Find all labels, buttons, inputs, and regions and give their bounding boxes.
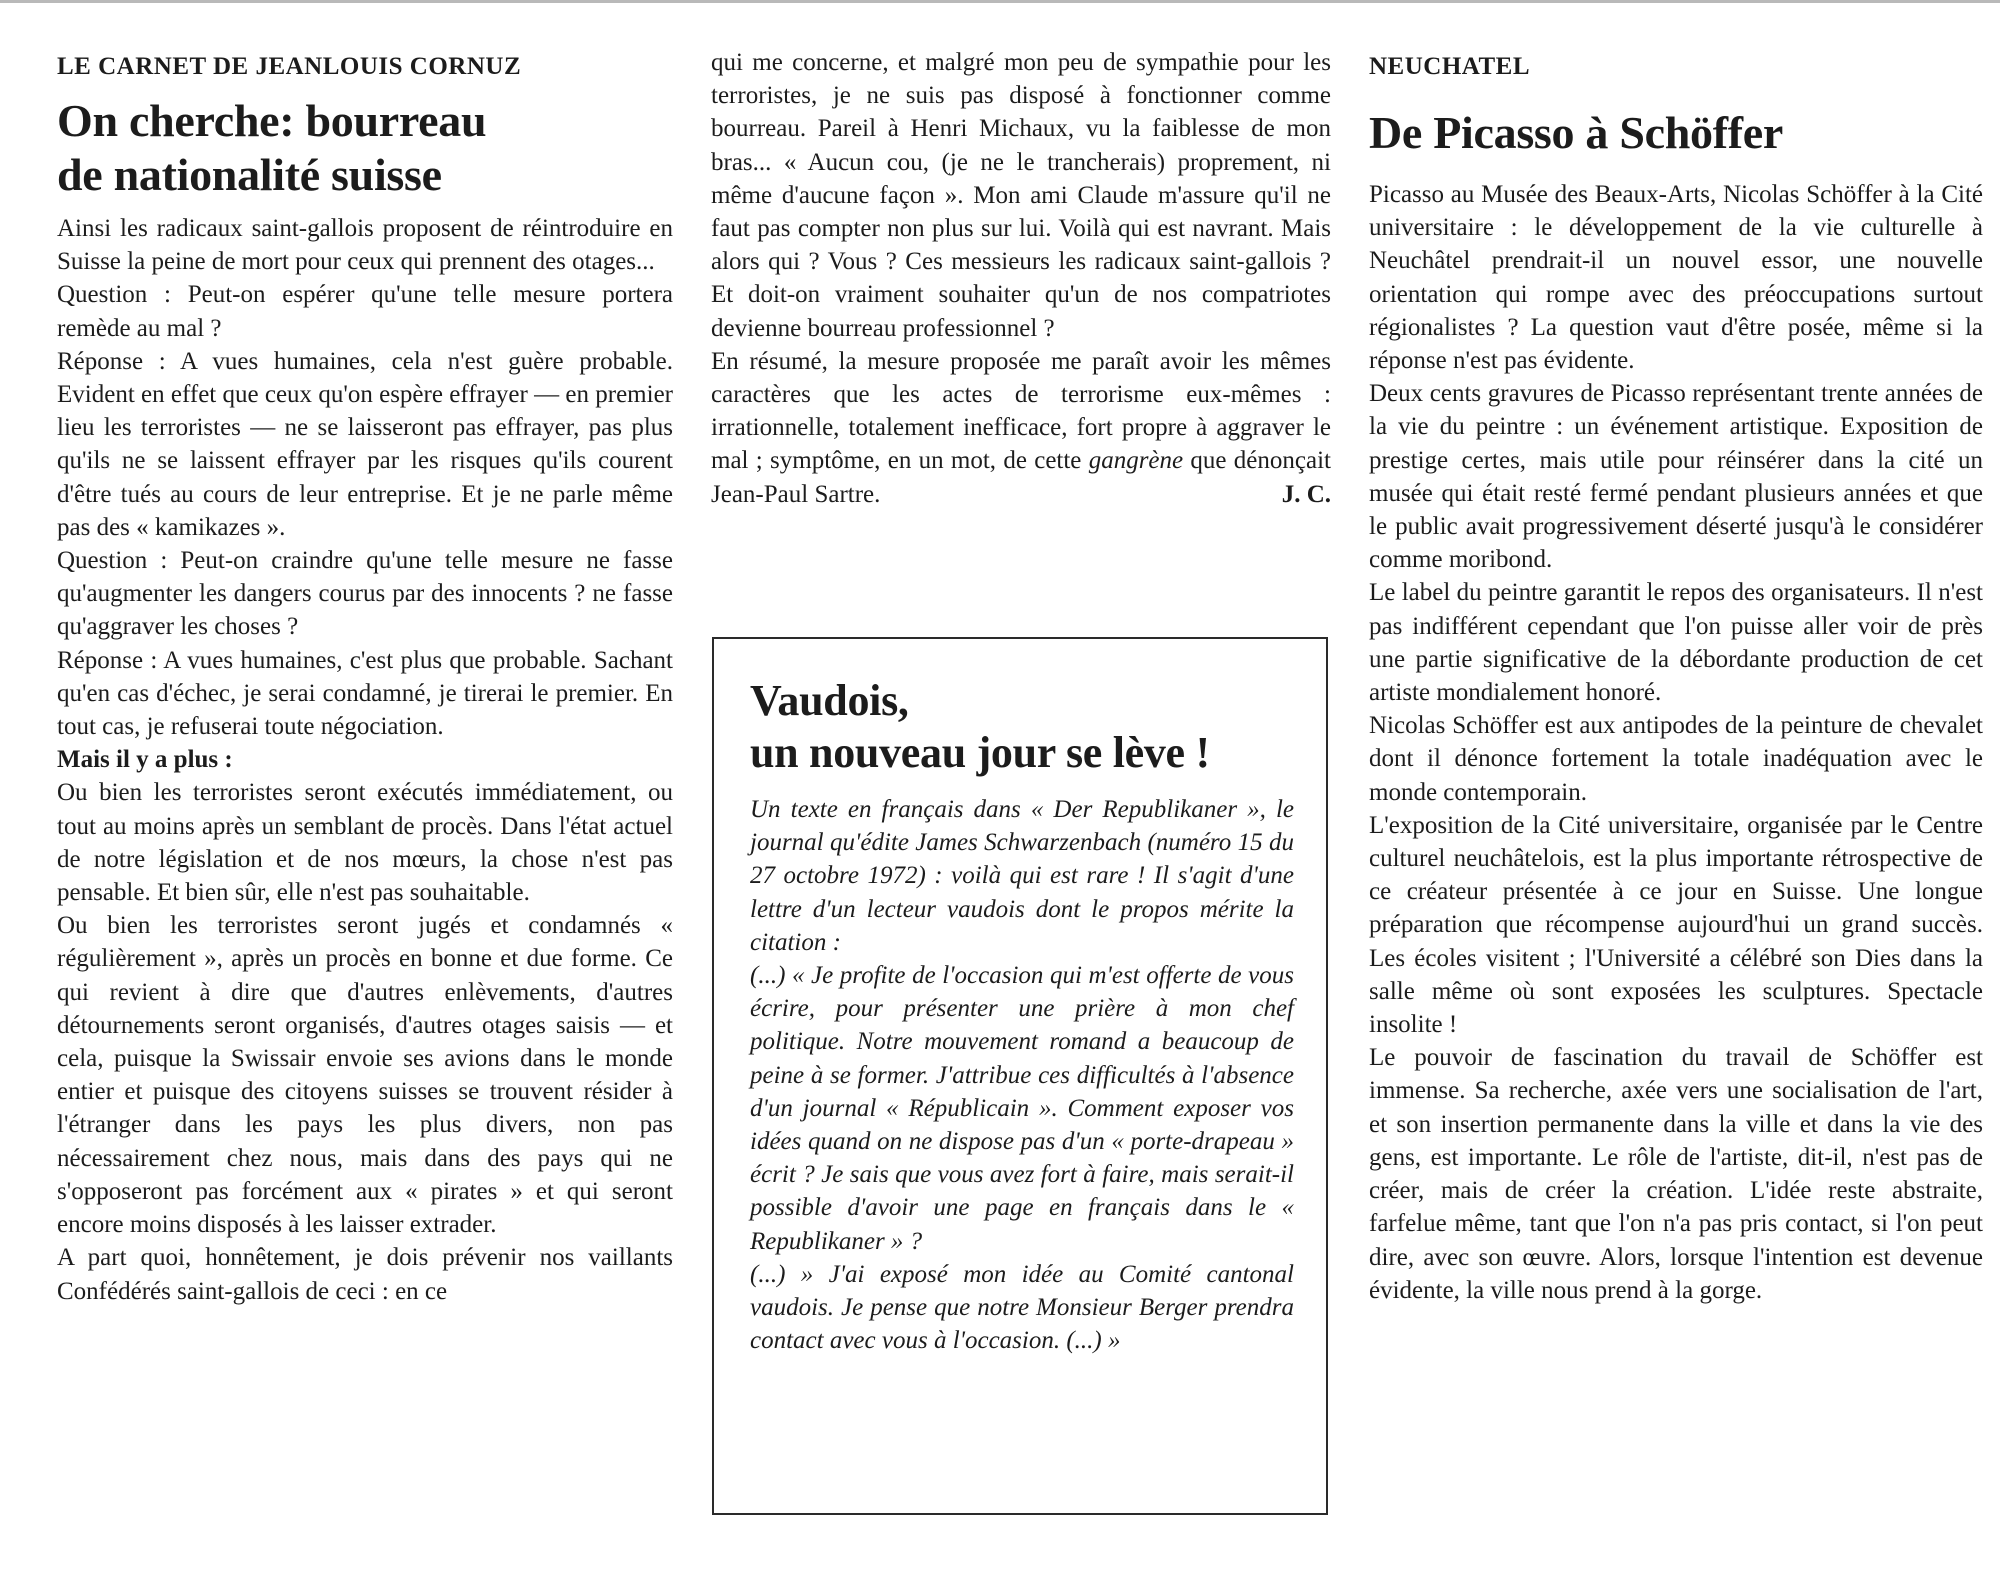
- headline-line: On cherche: bourreau: [57, 95, 487, 146]
- paragraph-text: En résumé, la mesure proposée me paraît avoir les mêmes caractères que les actes de terrorisme eux-mêmes : irrationnelle, totalement inefficace, fort propre à aggraver le mal ; symptôme, en un mot, de cette: [711, 347, 1331, 475]
- paragraph: (...) « Je profite de l'occasion qui m'est offerte de vous écrire, pour présenter une prière à mon chef politique. Notre mouvement romand a beaucoup de peine à se former. J'attribue ces difficultés à l'absence d'un journal « Républicain ». Comment exposer vos idées quand on ne dispose pas d'un « porte-drapeau » écrit ? Je sais que vous avez fort à faire, mais serait-il possible d'avoir une page en français dans le « Republikaner » ?: [750, 962, 1294, 1255]
- headline-line: Vaudois,: [750, 676, 909, 725]
- paragraph-text: que dénonçait Jean-Paul Sartre.: [711, 447, 1331, 508]
- article-kicker: NEUCHATEL: [1369, 53, 1531, 80]
- paragraph: Ou bien les terroristes seront jugés et condamnés « régulièrement », après un procès en bonne et due forme. Ce qui revient à dire que d'autres enlèvements, d'autres détournements seront organisés, d'autres otages saisis — et cela, puisque la Swissair envoie ses avions dans le monde entier et puisque des citoyens suisses se trouvent résider à l'étranger dans les pays les plus divers, non pas nécessairement chez nous, mais dans des pays qui ne s'opposeront pas forcément aux « pirates » et qui seront encore moins disposés à les laisser extrader.: [57, 912, 673, 1239]
- paragraph: Le pouvoir de fascination du travail de Schöffer est immense. Sa recherche, axée vers une socialisation de l'art, et son insertion permanente dans la ville et dans la vie des gens, est importante. Le rôle de l'artiste, dit-il, n'est pas de créer, mais de créer la création. L'idée reste abstraite, farfelue même, tant que l'on n'a pas pris contact, si l'on peut dire, avec son œuvre. Alors, lorsque l'intention est devenue évidente, la ville nous prend à la gorge.: [1369, 1044, 1983, 1304]
- paragraph: Nicolas Schöffer est aux antipodes de la peinture de chevalet dont il dénonce fortement la totale inadéquation avec le monde contemporain.: [1369, 712, 1983, 806]
- paragraph: Le label du peintre garantit le repos des organisateurs. Il n'est pas indifférent cependant que l'on puisse aller voir de près une partie significative de la débordante production de cet artiste mondialement honoré.: [1369, 579, 1983, 707]
- top-rule: [0, 0, 2000, 3]
- bold-lead-in: Mais il y a plus :: [57, 746, 233, 774]
- article-column-continued: [711, 46, 1331, 511]
- paragraph: Ou bien les terroristes seront exécutés immédiatement, ou tout au moins après un semblant de procès. Dans l'état actuel de notre législation et de nos mœurs, la chose n'est pas pensable. Et bien sûr, elle n'est pas souhaitable.: [57, 779, 673, 907]
- article-column-cornuz: [57, 52, 673, 1308]
- paragraph: Réponse : A vues humaines, cela n'est guère probable. Evident en effet que ceux qu'on espère effrayer — en premier lieu les terroristes — ne se laisseront pas effrayer, pas plus qu'ils ne se laissent effrayer par les risques qu'ils courent d'être tués au cours de leur entreprise. Et je ne parle même pas des « kamikazes ».: [57, 347, 673, 541]
- paragraph: A part quoi, honnêtement, je dois prévenir nos vaillants Confédérés saint-gallois de ceci : en ce: [57, 1244, 673, 1305]
- paragraph: Un texte en français dans « Der Republikaner », le journal qu'édite James Schwarzenbach (numéro 15 du 27 octobre 1972) : voilà qui est rare ! Il s'agit d'une lettre d'un lecteur vaudois dont le propos mérite la citation :: [750, 796, 1294, 956]
- paragraph: Question : Peut-on espérer qu'une telle mesure portera remède au mal ?: [57, 281, 673, 342]
- article-column-neuchatel: [1369, 52, 1983, 1307]
- paragraph: Question : Peut-on craindre qu'une telle mesure ne fasse qu'augmenter les dangers courus par des innocents ? ne fasse qu'aggraver les choses ?: [57, 547, 673, 641]
- headline-line: de nationalité suisse: [57, 149, 442, 200]
- paragraph: qui me concerne, et malgré mon peu de sympathie pour les terroristes, je ne suis pas disposé à fonctionner comme bourreau. Pareil à Henri Michaux, vu la faiblesse de mon bras... « Aucun cou, (je ne le trancherais) proprement, ni même d'aucune façon ». Mon ami Claude m'assure qu'il ne faut pas compter non plus sur lui. Voilà qui est navrant. Mais alors qui ? Vous ? Ces messieurs les radicaux saint-gallois ? Et doit-on vraiment souhaiter qu'un de nos compatriotes devienne bourreau professionnel ?: [711, 49, 1331, 342]
- paragraph: (...) » J'ai exposé mon idée au Comité cantonal vaudois. Je pense que notre Monsieur Berger prendra contact avec vous à l'occasion. (...) »: [750, 1260, 1294, 1355]
- box-headline: [750, 675, 1294, 779]
- headline-line: un nouveau jour se lève !: [750, 728, 1210, 777]
- paragraph: Réponse : A vues humaines, c'est plus que probable. Sachant qu'en cas d'échec, je serai condamné, je tirerai le premier. En tout cas, je refuserai toute négociation.: [57, 646, 673, 741]
- author-signature: J. C.: [1281, 480, 1331, 508]
- italic-word: gangrène: [1088, 447, 1184, 475]
- boxed-article: [712, 637, 1328, 1515]
- paragraph: Deux cents gravures de Picasso représentant trente années de la vie du peintre : un événement artistique. Exposition de prestige certes, mais utile pour réinsérer dans la cité un musée qui était resté fermé pendant plusieurs années et que le public avait progressivement déserté jusqu'à le considérer comme moribond.: [1369, 380, 1983, 574]
- article-headline: De Picasso à Schöffer: [1369, 107, 1783, 158]
- article-kicker: LE CARNET DE JEANLOUIS CORNUZ: [57, 53, 522, 80]
- paragraph: Ainsi les radicaux saint-gallois proposent de réintroduire en Suisse la peine de mort pour ceux qui prennent des otages...: [57, 215, 673, 276]
- paragraph: Picasso au Musée des Beaux-Arts, Nicolas Schöffer à la Cité universitaire : le développement de la vie culturelle à Neuchâtel prendrait-il un nouvel essor, une nouvelle orientation qui rompe avec des préoccupations surtout régionalistes ? La question vaut d'être posée, même si la réponse n'est pas évidente.: [1369, 181, 1983, 375]
- article-headline: [57, 94, 673, 202]
- paragraph: L'exposition de la Cité universitaire, organisée par le Centre culturel neuchâtelois, est la plus importante rétrospective de ce créateur présentée à ce jour en Suisse. Une longue préparation que récompense aujourd'hui un grand succès. Les écoles visitent ; l'Université a célébré son Dies dans la salle même où sont exposées les sculptures. Spectacle insolite !: [1369, 811, 1983, 1039]
